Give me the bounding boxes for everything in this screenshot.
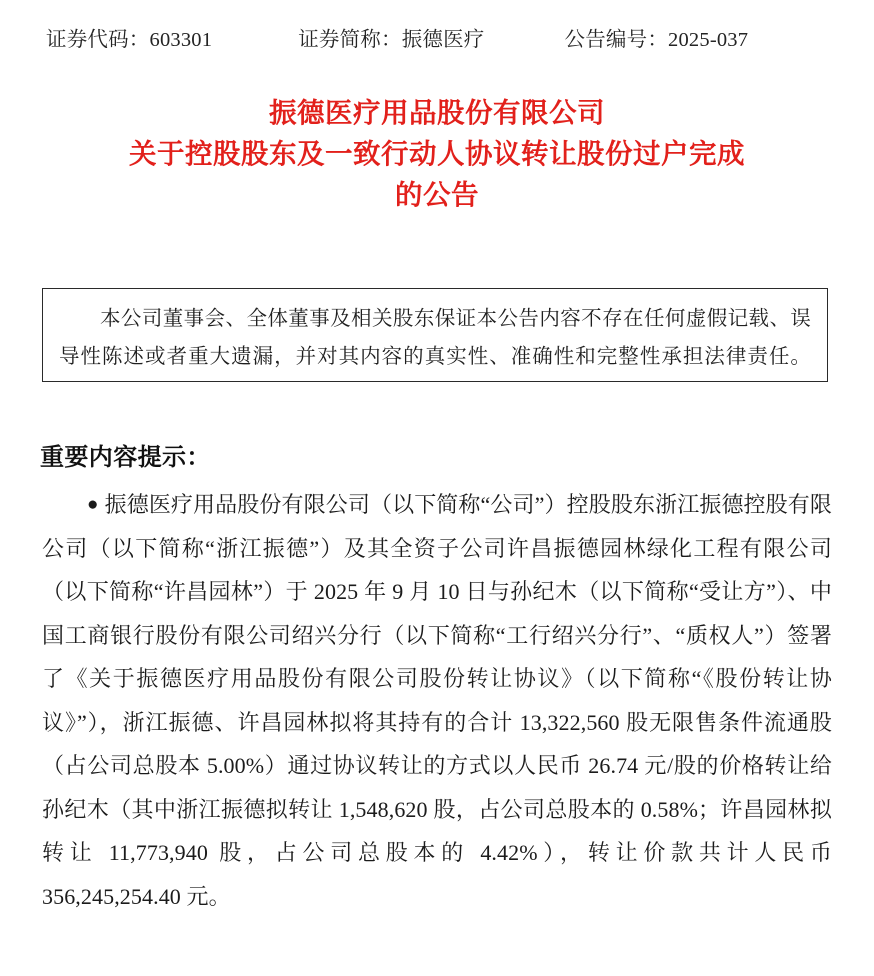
notice-body bbox=[42, 483, 832, 918]
title-line-company: 振德医疗用品股份有限公司 bbox=[269, 97, 605, 128]
announcement-no-label: 公告编号： bbox=[564, 29, 669, 51]
title-line-subject: 关于控股股东及一致行动人协议转让股份过户完成 bbox=[129, 138, 745, 169]
notice-paragraph bbox=[42, 483, 832, 918]
announcement-no-value: 2025-037 bbox=[668, 29, 749, 51]
announcement-number bbox=[565, 22, 749, 52]
security-code bbox=[46, 22, 212, 52]
disclaimer-box bbox=[42, 288, 828, 382]
important-notice-heading: 重要内容提示： bbox=[40, 444, 211, 471]
page-title bbox=[42, 92, 832, 215]
security-code-label: 证券代码： bbox=[46, 29, 150, 51]
document-header bbox=[0, 0, 874, 52]
security-abbr-label: 证券简称： bbox=[298, 29, 402, 51]
security-abbreviation bbox=[298, 22, 484, 52]
security-code-value: 603301 bbox=[149, 29, 213, 51]
notice-paragraph-text: 振德医疗用品股份有限公司（以下简称“公司”）控股股东浙江振德控股有限公司（以下简称“浙江振德”）及其全资子公司许昌振德园林绿化工程有限公司（以下简称“许昌园林”）于 2025 年 9 月 10 日与孙纪木（以下简称“受让方”）、中国工商银行股份有限公司绍兴分行（以下简称“工行绍兴分行”、“质权人”）签署了《关于振德医疗用品股份有限公司股份转让协议》（以下简称“《股份转让协议》”），浙江振德、许昌园林拟将其持有的合计 13,322,560 股无限售条件流通股（占公司总股本 5.00%）通过协议转让的方式以人民币 26.74 元/股的价格转让给孙纪木（其中浙江振德拟转让 1,548,620 股，占公司总股本的 0.58%；许昌园林拟转让 11,773,940 股，占公司总股本的 4.42%），转让价款共计人民币 356,245,254.40 元。 bbox=[42, 492, 832, 909]
title-line-suffix: 的公告 bbox=[395, 179, 479, 210]
security-abbr-value: 振德医疗 bbox=[401, 29, 485, 51]
disclaimer-text: 本公司董事会、全体董事及相关股东保证本公告内容不存在任何虚假记载、误导性陈述或者重大遗漏，并对其内容的真实性、准确性和完整性承担法律责任。 bbox=[59, 308, 811, 368]
bullet-icon: ● bbox=[87, 494, 99, 515]
